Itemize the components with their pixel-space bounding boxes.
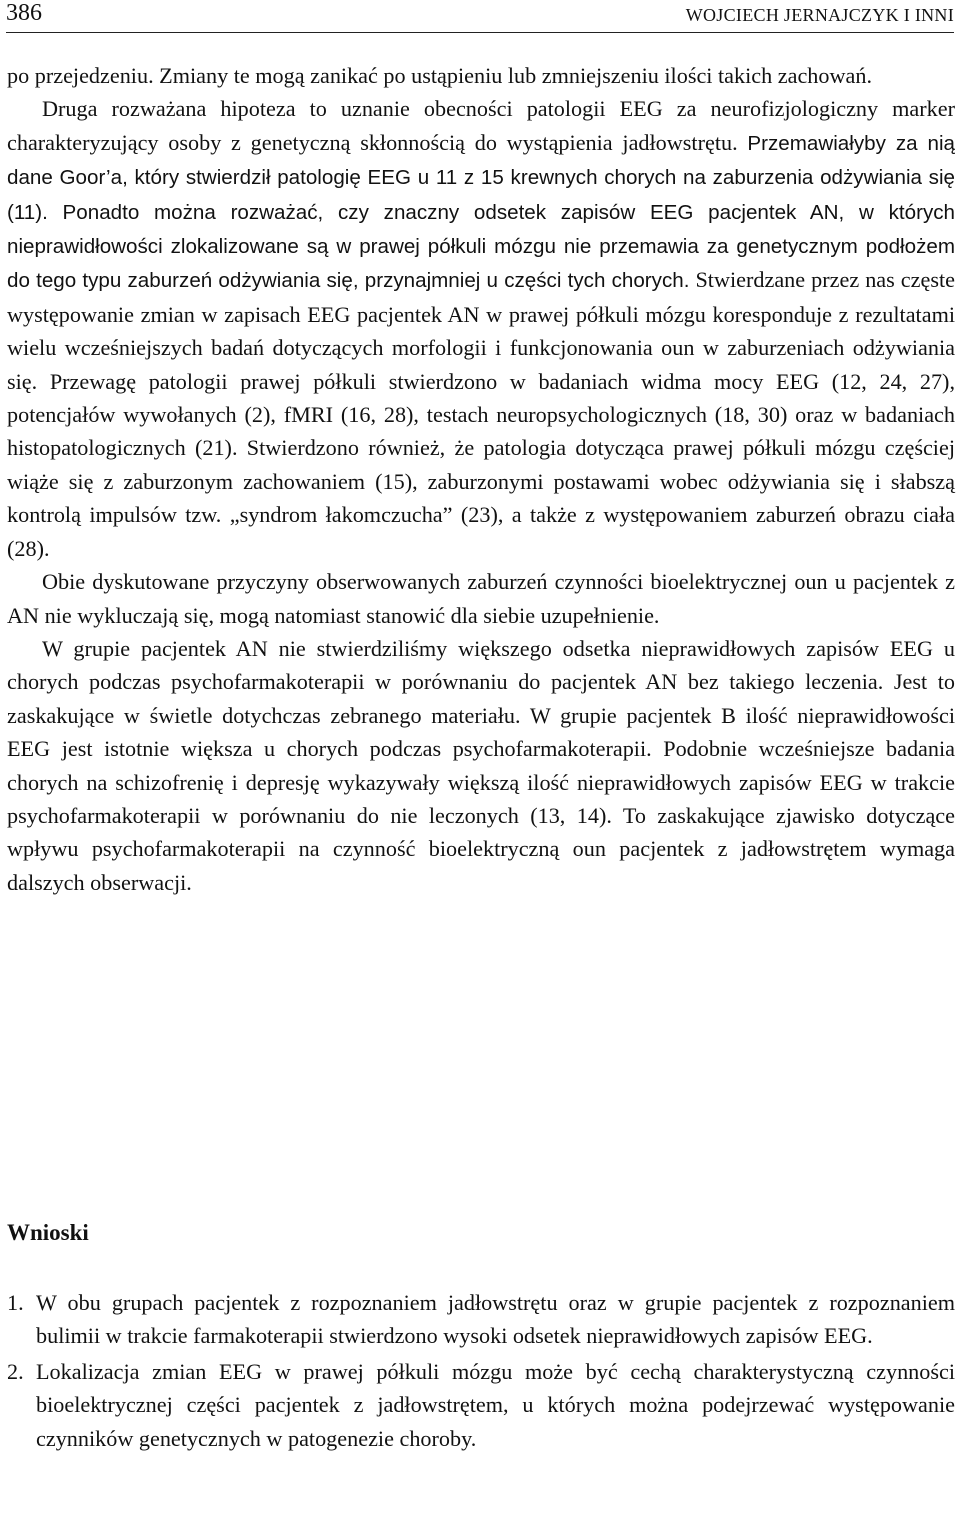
page-number: 386: [6, 0, 42, 26]
paragraph-hypothesis-intro: Druga rozważana hipoteza to uznanie obecności patologii EEG za neurofizjologiczny marker charakteryzujący osoby z genetyczną skłonnością do wystąpienia jadłowstrętu.: [7, 96, 955, 155]
conclusion-text: Lokalizacja zmian EEG w prawej półkuli mózgu może być cechą charakterystyczną czynności bioelektrycznej części pacjentek z jadłowstrętem, u których można podejrzewać występowanie czynników genetycznych w patogenezie choroby.: [36, 1358, 955, 1451]
conclusion-item: [7, 1286, 955, 1353]
paragraph-hypothesis-rest: Stwierdzane przez nas częste występowanie zmian w zapisach EEG pacjentek AN w prawej półkuli mózgu koresponduje z rezultatami wielu wcześniejszych badań dotyczących morfologii i funkcjonowania oun w zaburzeniach odżywiania się. Przewagę patologii prawej półkuli stwierdzono w badaniach widma mocy EEG (12, 24, 27), potencjałów wywołanych (2), fMRI (16, 28), testach neuropsychologicznych (18, 30) oraz w badaniach histopatologicznych (21). Stwierdzono również, że patologia dotycząca prawej półkuli mózgu częściej wiąże się z zaburzonym zachowaniem (15), zaburzonymi postawami wobec odżywiania się i słabszą kontrolą impulsów tzw. „syndrom łakomczucha” (23), a także z występowaniem zaburzeń obrazu ciała (28).: [7, 267, 955, 561]
page-header: [6, 0, 954, 33]
conclusion-item: [7, 1355, 955, 1455]
conclusions-list: [7, 1286, 955, 1455]
article-body: [7, 59, 955, 899]
paragraph-causes: Obie dyskutowane przyczyny obserwowanych zaburzeń czynności bioelektrycznej oun u pacjentek z AN nie wykluczają się, mogą natomiast stanowić dla siebie uzupełnienie.: [7, 569, 955, 628]
paragraph-pharmacotherapy: W grupie pacjentek AN nie stwierdziliśmy większego odsetka nieprawidłowych zapisów EEG u chorych podczas psychofarmakoterapii w porównaniu do pacjentek AN bez takiego leczenia. Jest to zaskakujące w świetle dotychczas zebranego materiału. W grupie pacjentek B ilość nieprawidłowości EEG jest istotnie większa u chorych podczas psychofarmakoterapii. Podobnie wcześniejsze badania chorych na schizofrenię i depresję wykazywały większą ilość nieprawidłowych zapisów EEG w trakcie psychofarmakoterapii w porównaniu do nie leczonych (13, 14). To zaskakujące zjawisko dotyczące wpływu psychofarmakoterapii na czynność bioelektryczną oun pacjentek z jadłowstrętem wymaga dalszych obserwacji.: [7, 635, 955, 895]
paragraph-hypothesis: [7, 92, 955, 565]
paragraph-continuation: po przejedzeniu. Zmiany te mogą zanikać po ustąpieniu lub zmniejszeniu ilości takich zachowań.: [7, 63, 873, 88]
conclusion-number: 1.: [7, 1290, 24, 1315]
running-head: WOJCIECH JERNAJCZYK I INNI: [685, 5, 954, 25]
paragraph-hypothesis-sans: Przemawiałyby za nią dane Goor’a, który stwierdził patologię EEG u 11 z 15 krewnych chorych na zaburzenia odżywiania się (11). Ponadto można rozważać, czy znaczny odsetek zapisów EEG pacjentek AN, w których nieprawidłowości zlokalizowane są w prawej półkuli mózgu nie przemawia za genetycznym podłożem do tego typu zaburzeń odżywiania się, przynajmniej u części tych chorych.: [7, 131, 955, 293]
conclusion-number: 2.: [7, 1358, 24, 1384]
conclusion-text: W obu grupach pacjentek z rozpoznaniem jadłowstrętu oraz w grupie pacjentek z rozpoznaniem bulimii w trakcie farmakoterapii stwierdzono wysoki odsetek nieprawidłowych zapisów EEG.: [36, 1290, 955, 1349]
conclusions-heading: Wnioski: [7, 1220, 89, 1245]
